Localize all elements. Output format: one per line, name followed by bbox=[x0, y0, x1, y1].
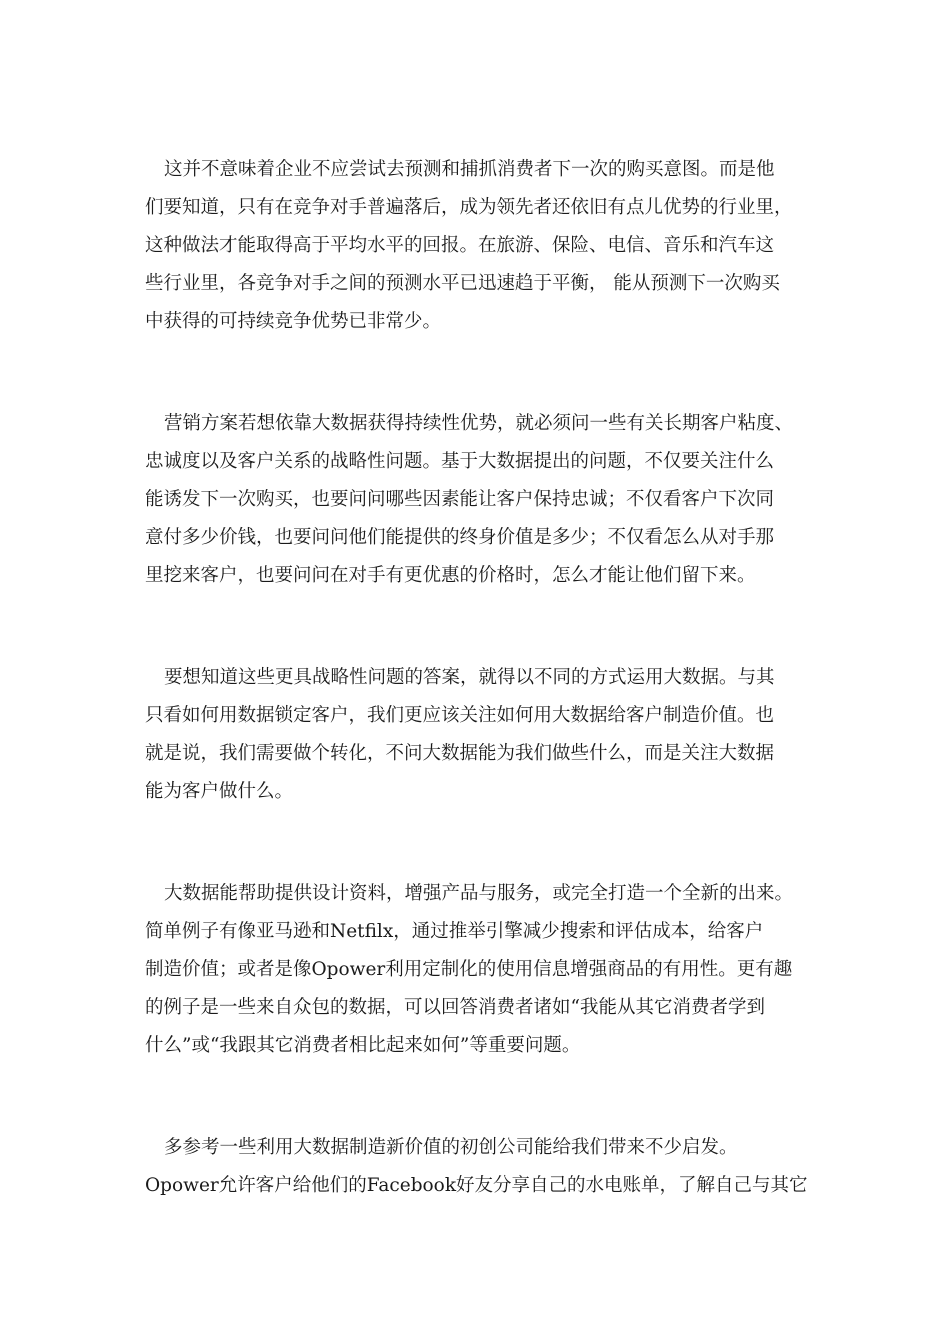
paragraph-line: 中获得的可持续竞争优势已非常少。 bbox=[145, 311, 442, 332]
paragraph-line: 只看如何用数据锁定客户，我们更应该关注如何用大数据给客户制造价值。也 bbox=[145, 705, 775, 726]
paragraph-line: Opower允许客户给他们的Facebook好友分享自己的水电账单，了解自己与其它 bbox=[145, 1175, 808, 1196]
paragraph-line: 的例子是一些来自众包的数据，可以回答消费者诸如“我能从其它消费者学到 bbox=[145, 997, 765, 1018]
paragraph-line: 简单例子有像亚马逊和Netfilx，通过推举引擎减少搜索和评估成本，给客户 bbox=[145, 921, 764, 942]
paragraph-line: 营销方案若想依靠大数据获得持续性优势，就必须问一些有关长期客户粘度、 bbox=[164, 413, 794, 434]
paragraph-line: 能为客户做什么。 bbox=[145, 781, 294, 802]
paragraph-line: 这种做法才能取得高于平均水平的回报。在旅游、保险、电信、音乐和汽车这 bbox=[145, 235, 775, 256]
paragraph-line: 些行业里，各竞争对手之间的预测水平已迅速趋于平衡， 能从预测下一次购买 bbox=[145, 273, 780, 294]
paragraph-line: 就是说，我们需要做个转化，不问大数据能为我们做些什么，而是关注大数据 bbox=[145, 743, 775, 764]
paragraph-line: 要想知道这些更具战略性问题的答案，就得以不同的方式运用大数据。与其 bbox=[164, 667, 775, 688]
paragraph-line: 忠诚度以及客户关系的战略性问题。基于大数据提出的问题，不仅要关注什么 bbox=[145, 451, 775, 472]
paragraph-line: 们要知道，只有在竞争对手普遍落后，成为领先者还依旧有点儿优势的行业里， bbox=[145, 197, 793, 218]
paragraph-line: 里挖来客户，也要问问在对手有更优惠的价格时，怎么才能让他们留下来。 bbox=[145, 565, 756, 586]
paragraph-line: 这并不意味着企业不应尝试去预测和捕抓消费者下一次的购买意图。而是他 bbox=[164, 159, 775, 180]
paragraph-line: 什么”或“我跟其它消费者相比起来如何”等重要问题。 bbox=[145, 1035, 581, 1056]
paragraph-line: 制造价值；或者是像Opower利用定制化的使用信息增强商品的有用性。更有趣 bbox=[145, 959, 793, 980]
paragraph-line: 能诱发下一次购买，也要问问哪些因素能让客户保持忠诚；不仅看客户下次同 bbox=[145, 489, 775, 510]
paragraph-line: 多参考一些利用大数据制造新价值的初创公司能给我们带来不少启发。 bbox=[164, 1137, 738, 1158]
paragraph-line: 大数据能帮助提供设计资料，增强产品与服务，或完全打造一个全新的出来。 bbox=[164, 883, 794, 904]
paragraph-line: 意付多少价钱，也要问问他们能提供的终身价值是多少；不仅看怎么从对手那 bbox=[145, 527, 775, 548]
